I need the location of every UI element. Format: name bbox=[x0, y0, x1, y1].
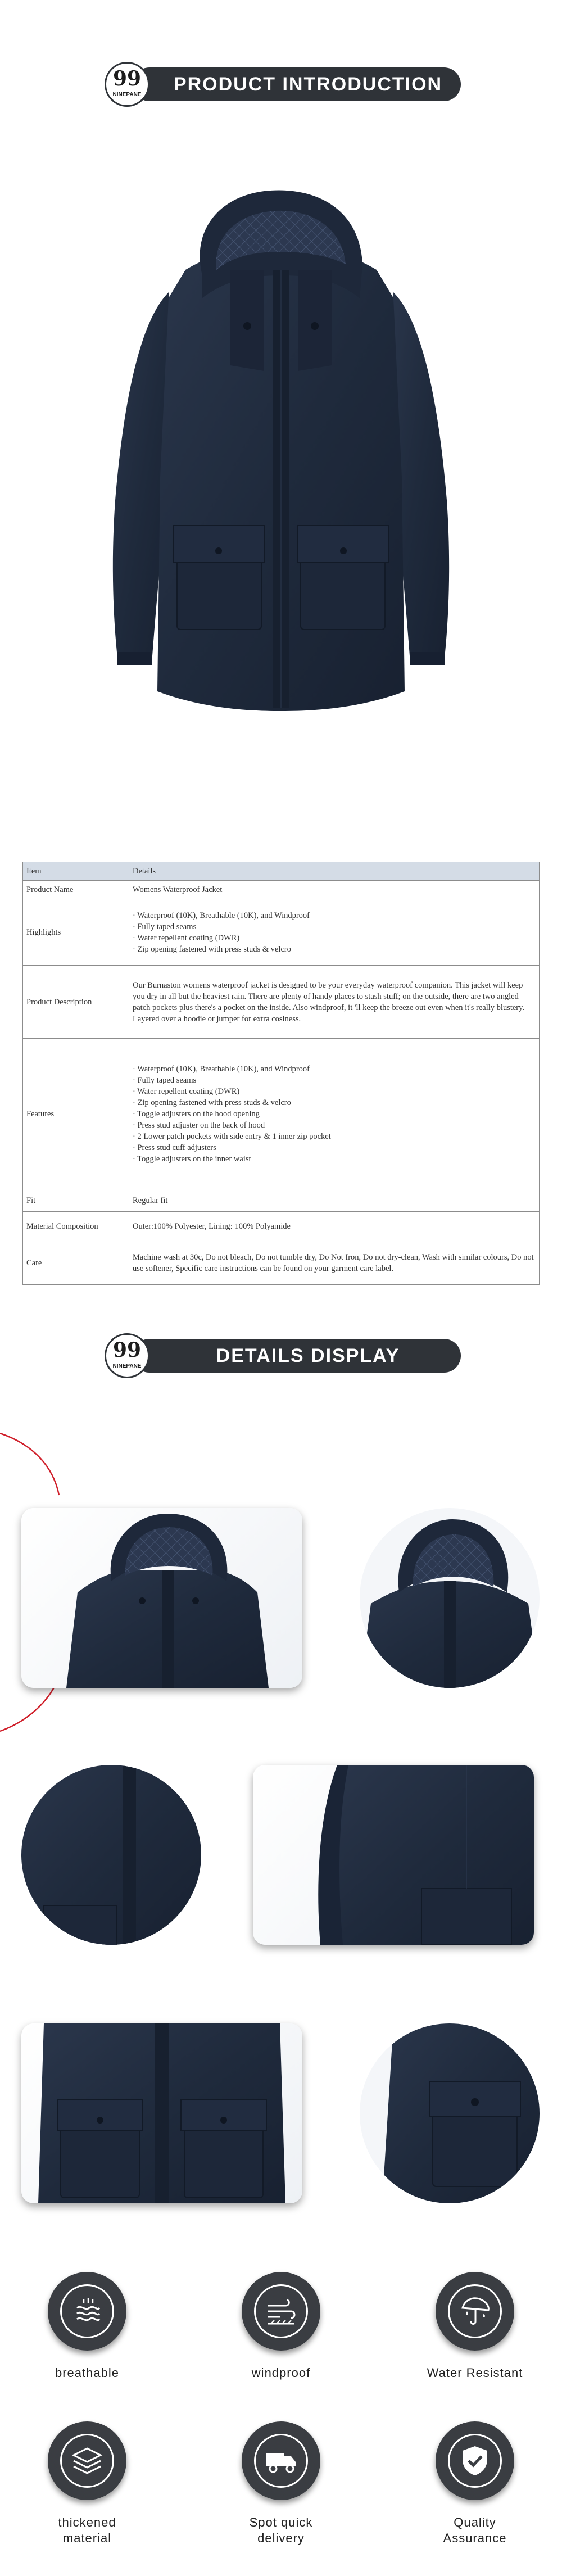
highlight-item: · Waterproof (10K), Breathable (10K), and Windproof bbox=[133, 911, 310, 920]
table-row bbox=[23, 1241, 540, 1285]
row-value-features bbox=[129, 1039, 540, 1189]
row-key-material: Material Composition bbox=[23, 1212, 129, 1241]
table-row bbox=[23, 1189, 540, 1212]
brand-logo-text: NINEPANE bbox=[112, 92, 142, 98]
windproof-icon bbox=[242, 2272, 320, 2351]
jacket-product-image bbox=[0, 185, 562, 742]
row-value-highlights bbox=[129, 899, 540, 966]
brand-logo-number: 99 bbox=[112, 67, 142, 90]
feature-label: breathable bbox=[55, 2366, 119, 2380]
detail-photo-hood-front bbox=[21, 1508, 302, 1688]
section-header-product-introduction bbox=[101, 63, 461, 106]
delivery-truck-icon bbox=[242, 2421, 320, 2500]
row-key-highlights: Highlights bbox=[23, 899, 129, 966]
feature-item: · Press stud adjuster on the back of hood bbox=[133, 1120, 265, 1130]
feature-item: · Waterproof (10K), Breathable (10K), and Windproof bbox=[133, 1064, 310, 1074]
table-header-details: Details bbox=[129, 862, 540, 881]
detail-photo-chest-circle bbox=[21, 1765, 201, 1945]
shield-check-icon bbox=[436, 2421, 514, 2500]
row-key-features: Features bbox=[23, 1039, 129, 1189]
table-header-row bbox=[23, 862, 540, 881]
section-header-bar bbox=[133, 67, 461, 101]
row-value-description: Our Burnaston womens waterproof jacket is designed to be your everyday waterproof companion. This jacket will keep you dry in all but the heaviest rain. There are plenty of handy places to stash stuff; on the outside, there are two angled patch pockets plus there's a pocket on the inside. Also windproof, it 'll keep the breeze out even when it's really blustery. Layered over a hoodie or jumper for extra cosiness. bbox=[129, 966, 540, 1039]
breathable-icon bbox=[48, 2272, 126, 2351]
highlight-item: · Fully taped seams bbox=[133, 922, 197, 931]
table-row bbox=[23, 966, 540, 1039]
feature-label: Quality Assurance bbox=[443, 2515, 507, 2545]
feature-label: windproof bbox=[251, 2366, 311, 2380]
table-row bbox=[23, 899, 540, 966]
feature-item: · Water repellent coating (DWR) bbox=[133, 1086, 240, 1096]
brand-logo-text: NINEPANE bbox=[112, 1363, 142, 1369]
row-key-care: Care bbox=[23, 1241, 129, 1285]
feature-item: · Press stud cuff adjusters bbox=[133, 1143, 216, 1152]
feature-label: thickened material bbox=[58, 2515, 116, 2545]
row-value-fit: Regular fit bbox=[129, 1189, 540, 1212]
row-key-fit: Fit bbox=[23, 1189, 129, 1212]
feature-spot-quick-delivery bbox=[225, 2421, 337, 2546]
brand-logo bbox=[105, 62, 149, 107]
section-title: DETAILS DISPLAY bbox=[216, 1345, 400, 1366]
table-header-item: Item bbox=[23, 862, 129, 881]
detail-photo-pocket-circle bbox=[360, 2023, 540, 2203]
feature-item: · Toggle adjusters on the hood opening bbox=[133, 1109, 260, 1119]
section-header-bar bbox=[133, 1339, 461, 1373]
feature-breathable bbox=[31, 2272, 143, 2381]
highlight-item: · Zip opening fastened with press studs & velcro bbox=[133, 944, 291, 954]
feature-item: · Zip opening fastened with press studs & velcro bbox=[133, 1098, 291, 1107]
water-resistant-icon bbox=[436, 2272, 514, 2351]
feature-thickened-material bbox=[31, 2421, 143, 2546]
layers-icon bbox=[48, 2421, 126, 2500]
brand-logo bbox=[105, 1333, 149, 1378]
section-header-details-display bbox=[101, 1334, 461, 1377]
row-value-material: Outer:100% Polyester, Lining: 100% Polyamide bbox=[129, 1212, 540, 1241]
feature-item: · Toggle adjusters on the inner waist bbox=[133, 1154, 251, 1163]
table-row bbox=[23, 1039, 540, 1189]
detail-photo-side-seam bbox=[253, 1765, 534, 1945]
feature-water-resistant bbox=[419, 2272, 531, 2381]
table-row bbox=[23, 881, 540, 899]
row-value-care: Machine wash at 30c, Do not bleach, Do not tumble dry, Do Not Iron, Do not dry-clean, Wash with similar colours, Do not use softener, Specific care instructions can be found on your garment care label. bbox=[129, 1241, 540, 1285]
feature-windproof bbox=[225, 2272, 337, 2381]
feature-item: · 2 Lower patch pockets with side entry & 1 inner zip pocket bbox=[133, 1131, 331, 1141]
feature-quality-assurance bbox=[419, 2421, 531, 2546]
row-value-product-name: Womens Waterproof Jacket bbox=[129, 881, 540, 899]
product-spec-table bbox=[22, 862, 540, 1285]
row-key-description: Product Description bbox=[23, 966, 129, 1039]
table-row bbox=[23, 1212, 540, 1241]
section-title: PRODUCT INTRODUCTION bbox=[173, 74, 443, 95]
feature-label: Water Resistant bbox=[427, 2366, 523, 2380]
detail-photo-hood-circle bbox=[360, 1508, 540, 1688]
row-key-product-name: Product Name bbox=[23, 881, 129, 899]
highlight-item: · Water repellent coating (DWR) bbox=[133, 933, 240, 943]
feature-item: · Fully taped seams bbox=[133, 1075, 197, 1085]
brand-logo-number: 99 bbox=[112, 1338, 142, 1362]
detail-photo-pockets bbox=[21, 2023, 302, 2203]
feature-label: Spot quick delivery bbox=[249, 2515, 313, 2545]
